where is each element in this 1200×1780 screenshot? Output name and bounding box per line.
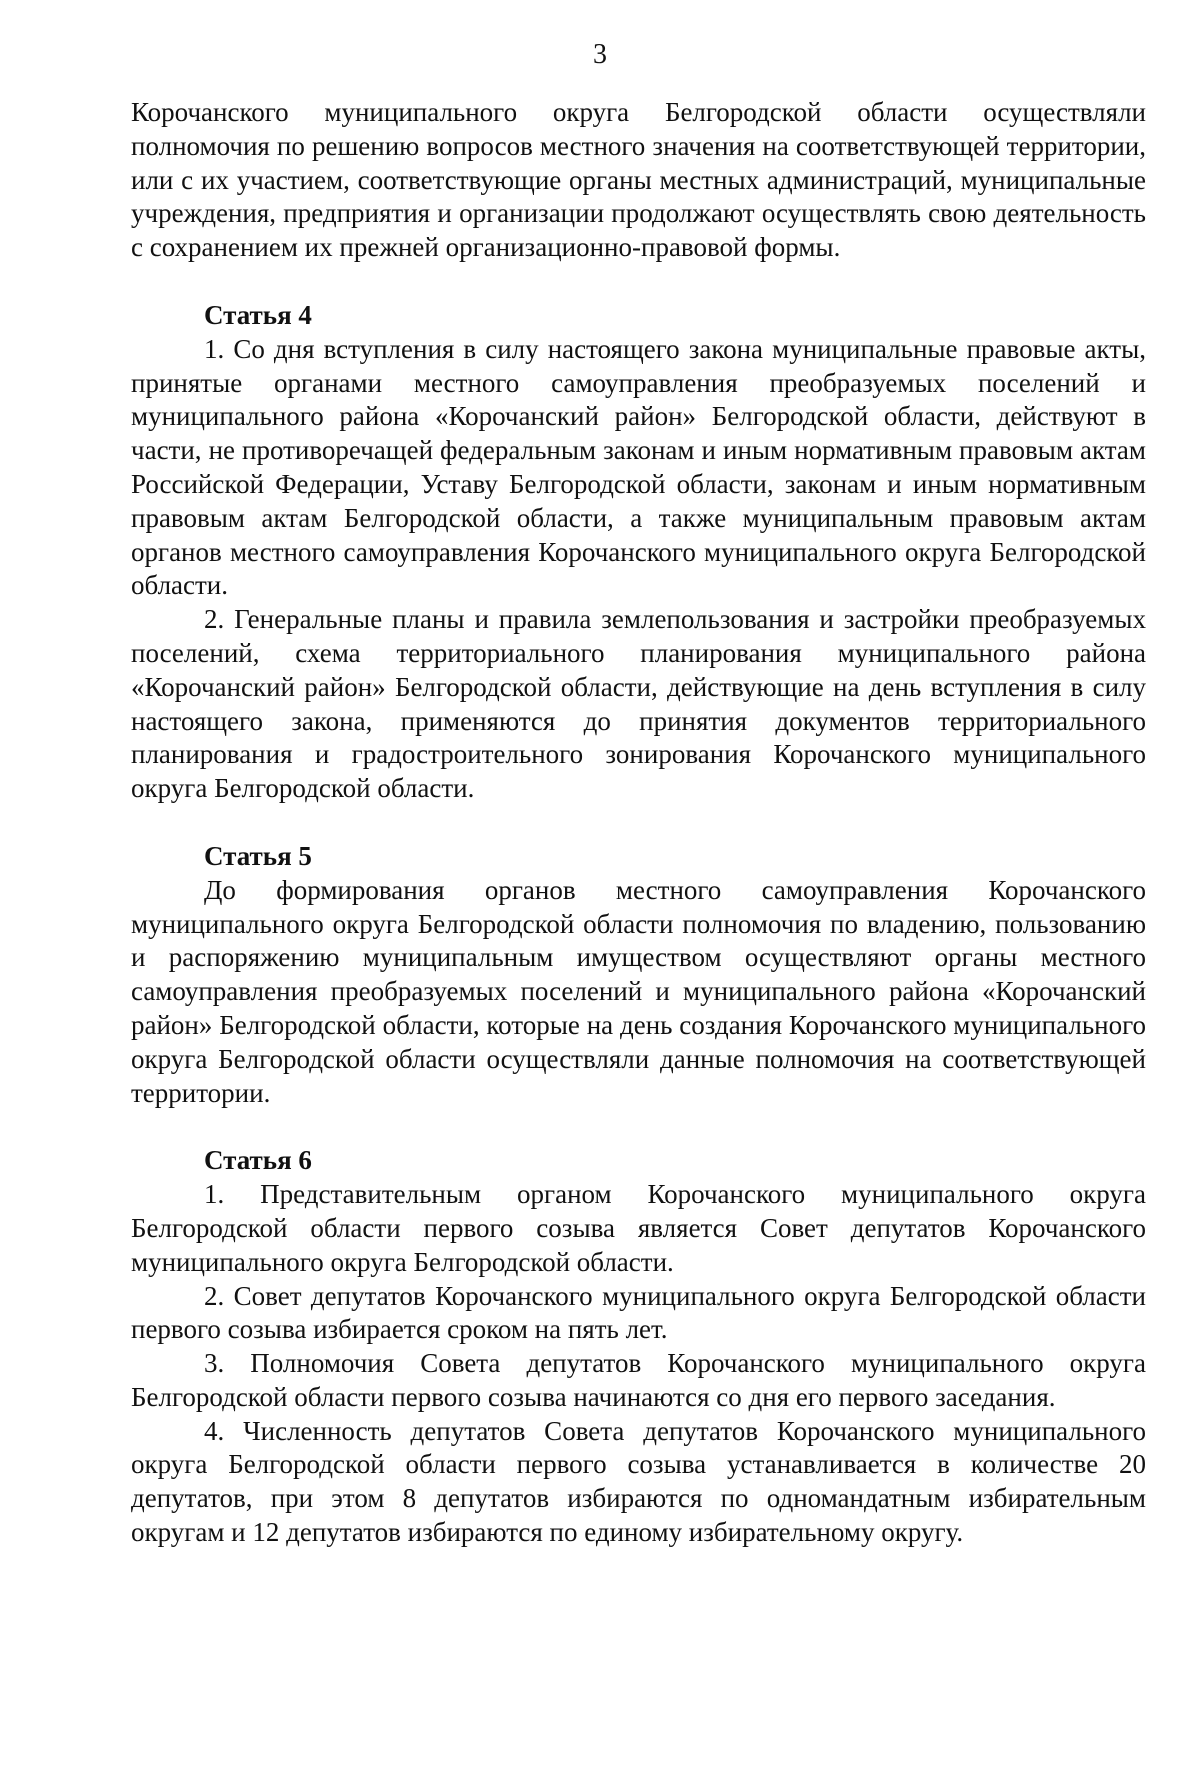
article-5 xyxy=(131,840,1146,1110)
article-5-heading: Статья 5 xyxy=(204,840,312,871)
article-6 xyxy=(131,1144,1146,1550)
article-6-paragraph-1: 1. Представительным органом Корочанского муниципального округа Белгородской области первого созыва является Совет депутатов Корочанского муниципального округа Белгородской области. xyxy=(131,1179,1146,1277)
article-4-heading: Статья 4 xyxy=(204,299,312,330)
article-4-paragraph-1: 1. Со дня вступления в силу настоящего закона муниципальные правовые акты, принятые органами местного самоуправления преобразуемых поселений и муниципального района «Корочанский район» Белгородской области, действуют в части, не противоречащей федеральным законам и иным нормативным правовым актам Российской Федерации, Уставу Белгородской области, законам и иным нормативным правовым актам Белгородской области, а также муниципальным правовым актам органов местного самоуправления Корочанского муниципального округа Белгородской области. xyxy=(131,333,1146,601)
document-body xyxy=(131,96,1146,1550)
article-5-paragraph-1: До формирования органов местного самоуправления Корочанского муниципального округа Белгородской области полномочия по владению, пользованию и распоряжению муниципальным имуществом осуществляют органы местного самоуправления преобразуемых поселений и муниципального района «Корочанский район» Белгородской области, которые на день создания Корочанского муниципального округа Белгородской области осуществляли данные полномочия на соответствующей территории. xyxy=(131,874,1146,1108)
page-number: 3 xyxy=(593,39,607,70)
article-6-paragraph-4: 4. Численность депутатов Совета депутатов Корочанского муниципального округа Белгородской области первого созыва устанавливается в количестве 20 депутатов, при этом 8 депутатов избираются по одномандатным избирательным округам и 12 депутатов избираются по единому избирательному округу. xyxy=(131,1415,1146,1548)
article-4-paragraph-2: 2. Генеральные планы и правила землепользования и застройки преобразуемых поселений, схема территориального планирования муниципального района «Корочанский район» Белгородской области, действующие на день вступления в силу настоящего закона, применяются до принятия документов территориального планирования и градостроительного зонирования Корочанского муниципального округа Белгородской области. xyxy=(131,604,1146,804)
article-6-paragraph-3: 3. Полномочия Совета депутатов Корочанского муниципального округа Белгородской области первого созыва начинаются со дня его первого заседания. xyxy=(131,1348,1146,1412)
article-6-paragraph-2: 2. Совет депутатов Корочанского муниципального округа Белгородской области первого созыва избирается сроком на пять лет. xyxy=(131,1280,1146,1345)
article-6-heading: Статья 6 xyxy=(204,1145,312,1176)
intro-paragraph: Корочанского муниципального округа Белгородской области осуществляли полномочия по решению вопросов местного значения на соответствующей территории, или с их участием, соответствующие органы местных администраций, муниципальные учреждения, предприятия и организации продолжают осуществлять свою деятельность с сохранением их прежней организационно-правовой формы. xyxy=(131,97,1146,263)
article-4 xyxy=(131,299,1146,806)
